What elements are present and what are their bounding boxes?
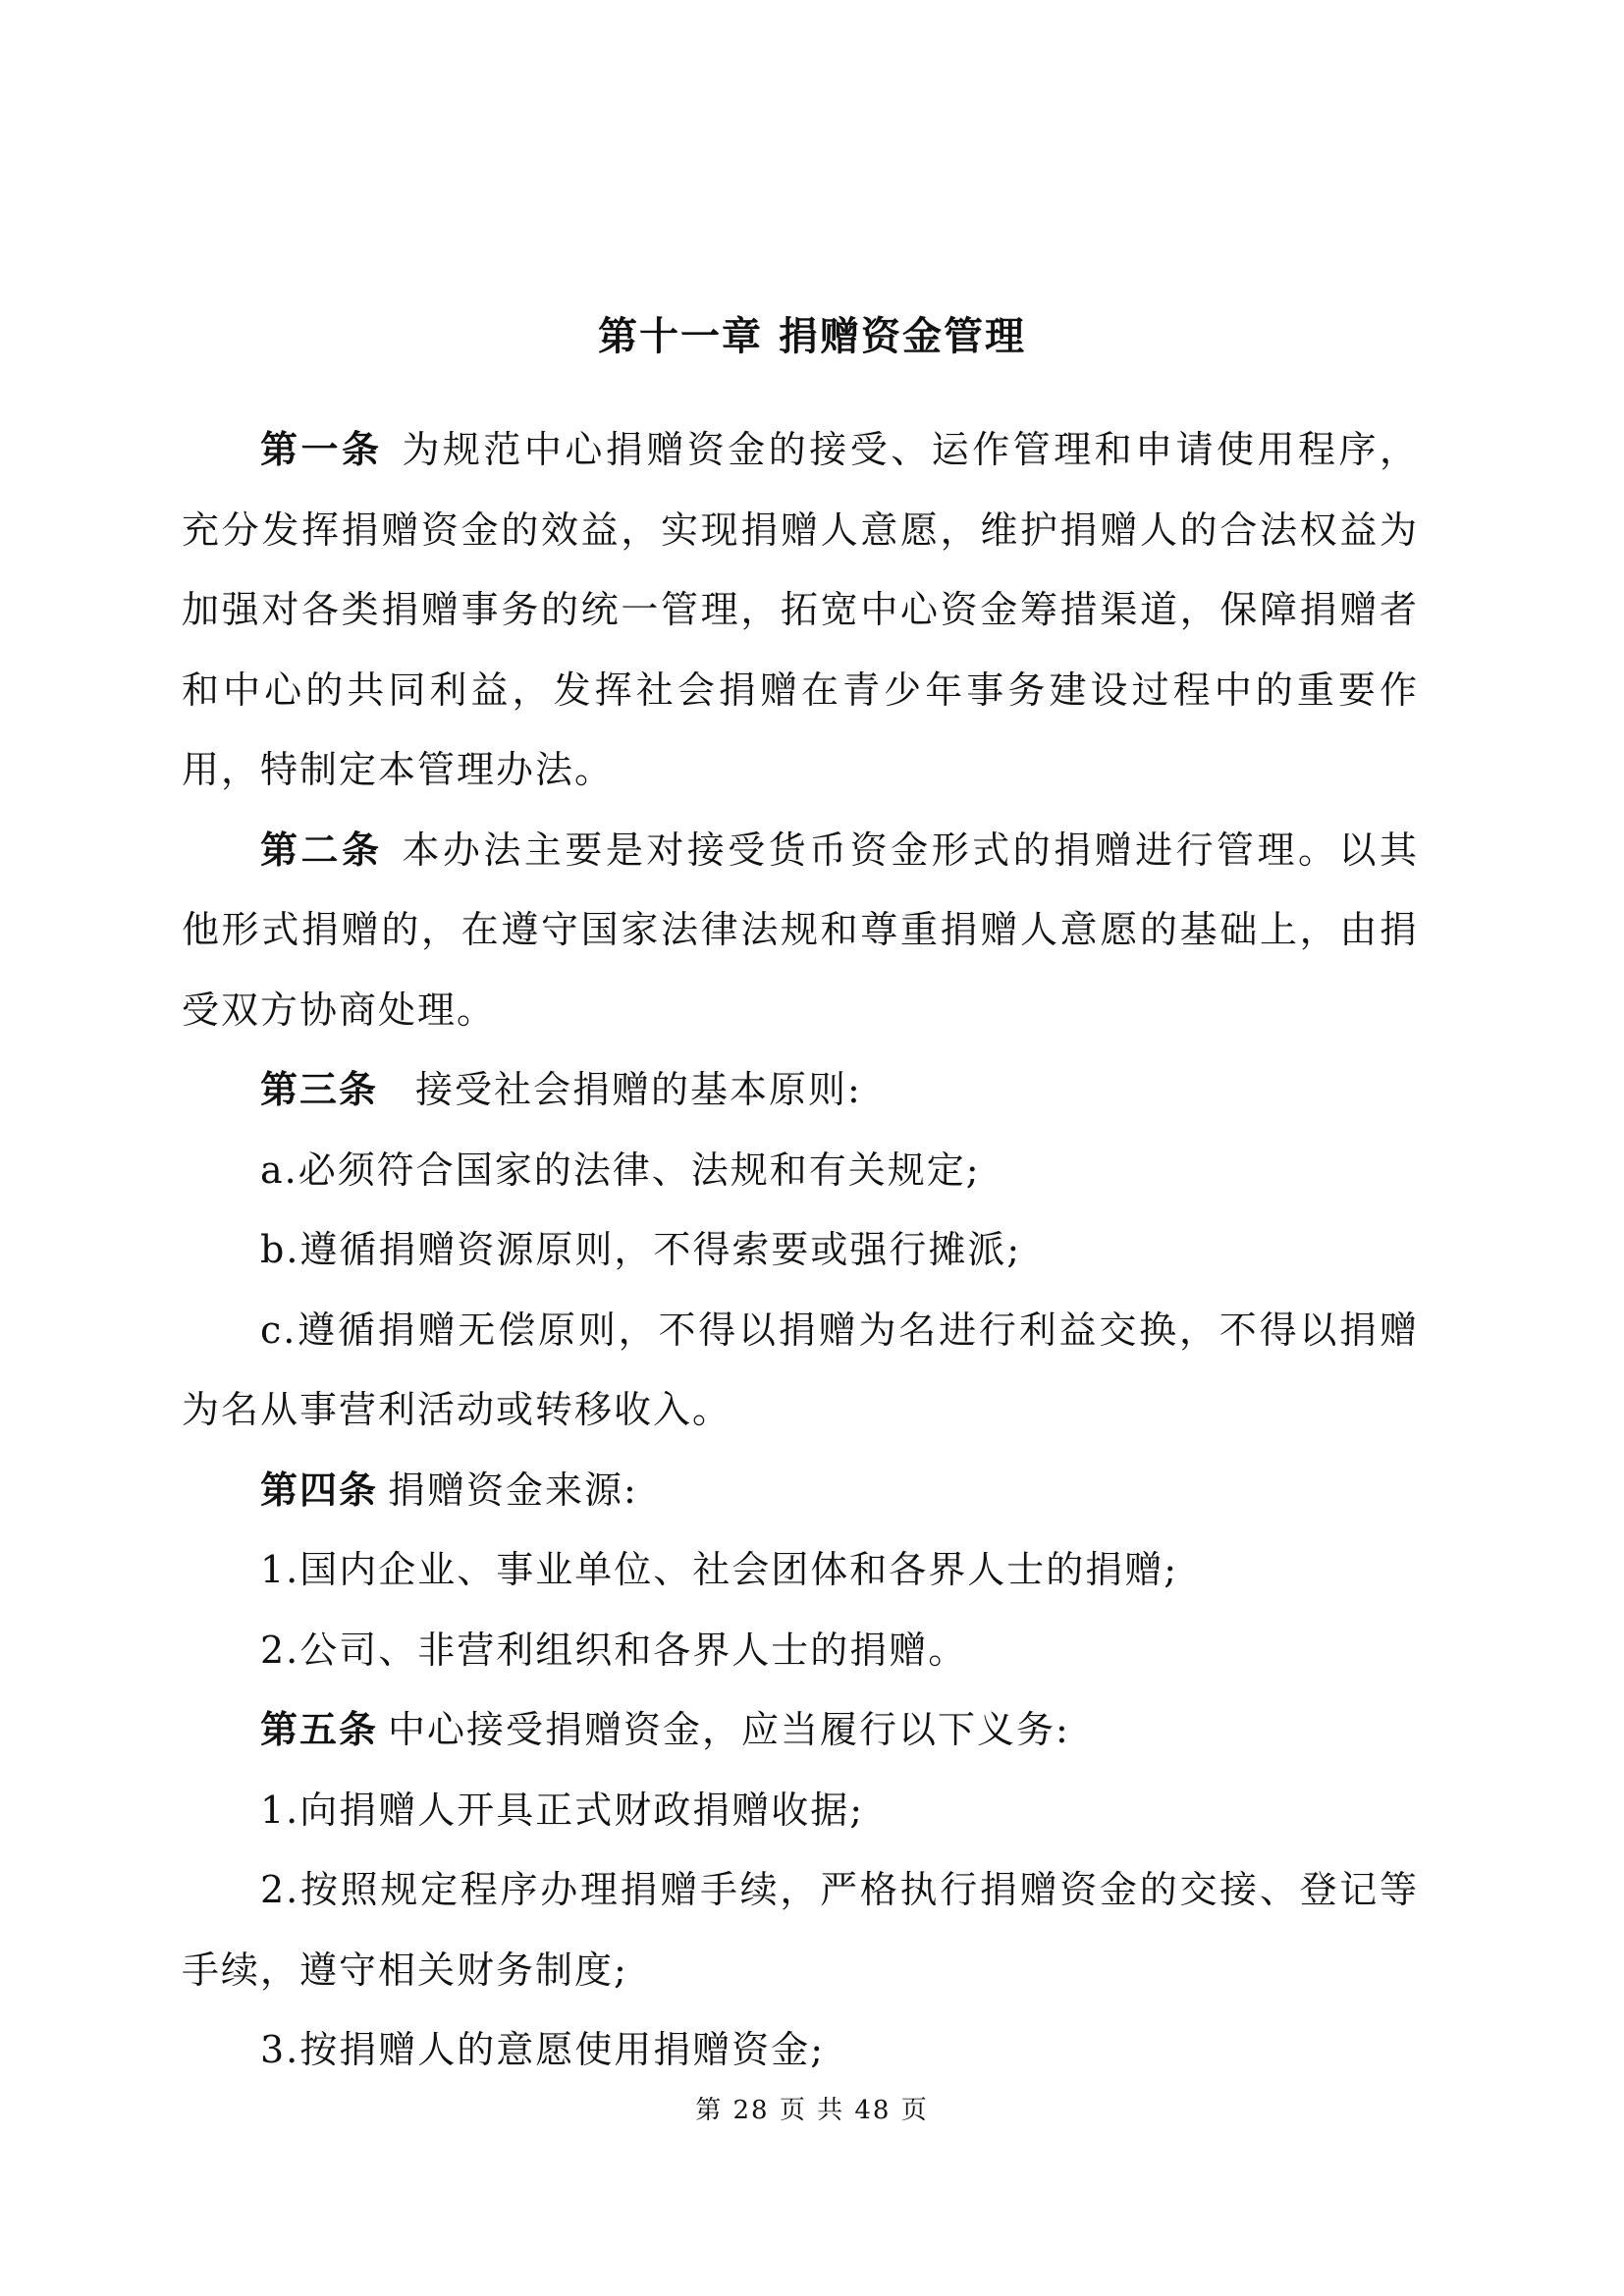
page-footer: 第 28 页 共 48 页 xyxy=(695,2096,929,2125)
article-label: 第五条 xyxy=(260,1708,379,1751)
list-item-2 xyxy=(182,1611,1419,1691)
article-text: 中心接受捐赠资金，应当履行以下义务: xyxy=(388,1708,1070,1751)
list-item-2 xyxy=(182,1850,1419,2010)
list-item-text: 1.向捐赠人开具正式财政捐赠收据; xyxy=(260,1788,865,1832)
article-label: 第四条 xyxy=(260,1468,379,1512)
list-item-1 xyxy=(182,1771,1419,1851)
document-body xyxy=(182,410,1419,2091)
list-item-1 xyxy=(182,1530,1419,1611)
article-text: 本办法主要是对接受货币资金形式的捐赠进行管理。以其他形式捐赠的，在遵守国家法律法规和尊重捐赠人意愿的基础上，由捐受双方协商处理。 xyxy=(182,828,1419,1032)
article-3 xyxy=(182,1050,1419,1131)
article-4 xyxy=(182,1451,1419,1531)
article-text: 捐赠资金来源: xyxy=(388,1468,638,1512)
list-item-b xyxy=(182,1210,1419,1291)
article-label: 第二条 xyxy=(260,828,383,872)
article-text: 接受社会捐赠的基本原则: xyxy=(415,1068,862,1111)
article-1 xyxy=(182,410,1419,811)
list-item-text: a.必须符合国家的法律、法规和有关规定; xyxy=(260,1148,981,1192)
list-item-text: 3.按捐赠人的意愿使用捐赠资金; xyxy=(260,2028,826,2071)
article-2 xyxy=(182,811,1419,1051)
list-item-text: b.遵循捐赠资源原则，不得索要或强行摊派; xyxy=(260,1228,1022,1271)
list-item-text: c.遵循捐赠无偿原则，不得以捐赠为名进行利益交换，不得以捐赠为名从事营利活动或转移收入。 xyxy=(182,1308,1419,1431)
list-item-c xyxy=(182,1291,1419,1451)
article-label: 第三条 xyxy=(260,1068,379,1111)
article-label: 第一条 xyxy=(260,428,383,471)
chapter-title: 第十一章 捐赠资金管理 xyxy=(598,314,1026,359)
article-5 xyxy=(182,1690,1419,1771)
list-item-3 xyxy=(182,2010,1419,2091)
list-item-text: 1.国内企业、事业单位、社会团体和各界人士的捐赠; xyxy=(260,1548,1179,1591)
list-item-a xyxy=(182,1131,1419,1211)
list-item-text: 2.按照规定程序办理捐赠手续，严格执行捐赠资金的交接、登记等手续，遵守相关财务制度; xyxy=(182,1868,1419,1992)
list-item-text: 2.公司、非营利组织和各界人士的捐赠。 xyxy=(260,1628,968,1672)
article-text: 为规范中心捐赠资金的接受、运作管理和申请使用程序，充分发挥捐赠资金的效益，实现捐赠人意愿，维护捐赠人的合法权益为加强对各类捐赠事务的统一管理，拓宽中心资金筹措渠道，保障捐赠者和中心的共同利益，发挥社会捐赠在青少年事务建设过程中的重要作用，特制定本管理办法。 xyxy=(182,428,1419,791)
